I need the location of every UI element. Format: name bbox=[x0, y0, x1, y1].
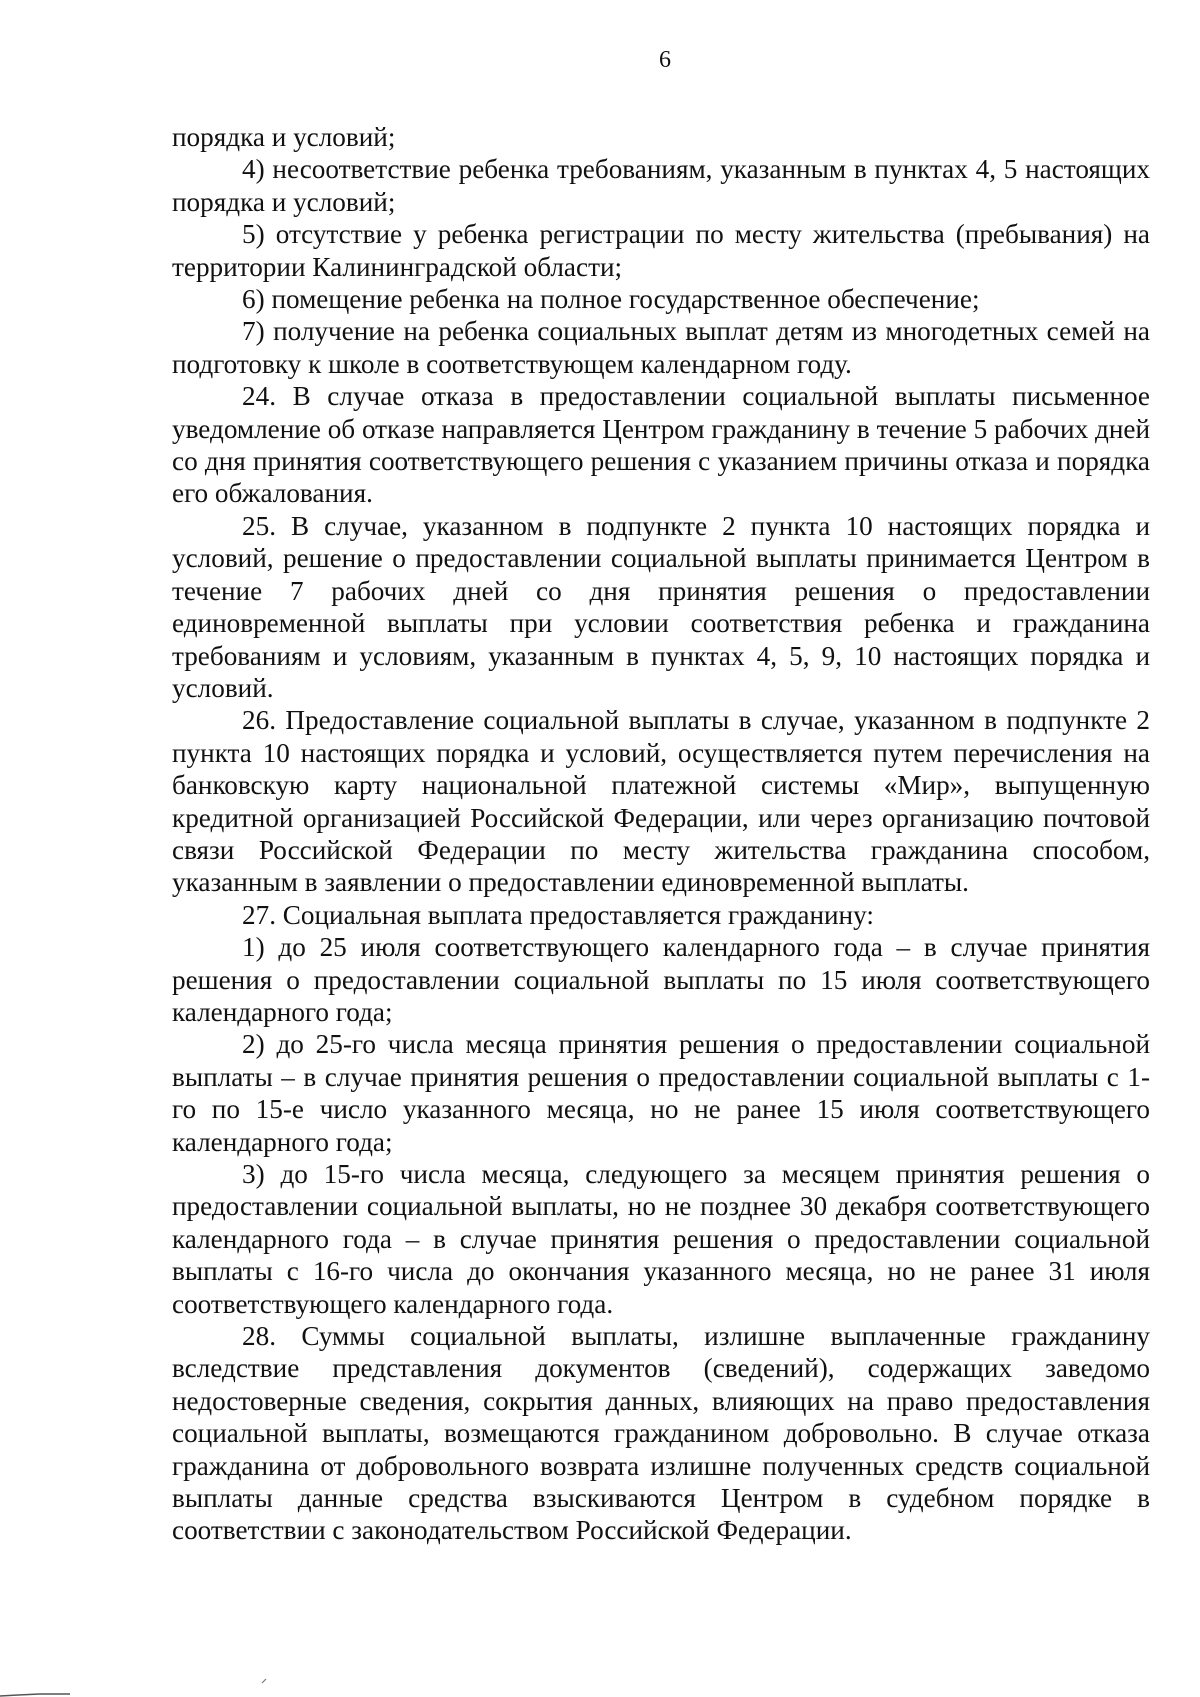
page-number: 6 bbox=[659, 47, 671, 73]
clause-26: 26. Предоставление социальной выплаты в случае, указанном в подпункте 2 пункта 10 настоящих порядка и условий, осуществляется путем перечисления на банковскую карту национальной платежной системы «Мир», выпущенную кредитной организацией Российской Федерации, или через организацию почтовой связи Российской Федерации по месту жительства гражданина способом, указанным в заявлении о предоставлении единовременной выплаты. bbox=[172, 705, 1150, 898]
list-item-7: 7) получение на ребенка социальных выплат детям из многодетных семей на подготовку к школе в соответствующем календарном году. bbox=[172, 316, 1150, 379]
clause-27: 27. Социальная выплата предоставляется гражданину: bbox=[242, 899, 874, 930]
clause-28: 28. Суммы социальной выплаты, излишне выплаченные гражданину вследствие представления документов (сведений), содержащих заведомо недостоверные сведения, сокрытия данных, влияющих на право предоставления социальной выплаты, возмещаются гражданином добровольно. В случае отказа гражданина от добровольного возврата излишне полученных средств социальной выплаты данные средства взыскиваются Центром в судебном порядке в соответствии с законодательством Российской Федерации. bbox=[172, 1321, 1150, 1546]
clause-25: 25. В случае, указанном в подпункте 2 пункта 10 настоящих порядка и условий, решение о предоставлении социальной выплаты принимается Центром в течение 7 рабочих дней со дня принятия решения о предоставлении единовременной выплаты при условии соответствия ребенка и гражданина требованиям и условиям, указанным в пунктах 4, 5, 9, 10 настоящих порядка и условий. bbox=[172, 510, 1150, 703]
clause-24: 24. В случае отказа в предоставлении социальной выплаты письменное уведомление об отказе направляется Центром гражданину в течение 5 рабочих дней со дня принятия соответствующего решения с указанием причины отказа и порядка его обжалования. bbox=[172, 381, 1150, 509]
scan-edge-mark bbox=[0, 1675, 300, 1697]
clause-27-item-3: 3) до 15-го числа месяца, следующего за месяцем принятия решения о предоставлении социальной выплаты, но не позднее 30 декабря соответствующего календарного года – в случае принятия решения о предоставлении социальной выплаты с 16-го числа до окончания указанного месяца, но не ранее 31 июля соответствующего календарного года. bbox=[172, 1159, 1150, 1319]
paragraph-continuation: порядка и условий; bbox=[172, 122, 396, 152]
list-item-6: 6) помещение ребенка на полное государственное обеспечение; bbox=[242, 284, 980, 315]
list-item-5: 5) отсутствие у ребенка регистрации по месту жительства (пребывания) на территории Калининградской области; bbox=[172, 219, 1150, 282]
clause-27-item-2: 2) до 25-го числа месяца принятия решения о предоставлении социальной выплаты – в случае принятия решения о предоставлении социальной выплаты с 1-го по 15-е число указанного месяца, но не ранее 15 июля соответствующего календарного года; bbox=[172, 1029, 1150, 1157]
document-body bbox=[172, 121, 1150, 1547]
list-item-4: 4) несоответствие ребенка требованиям, указанным в пунктах 4, 5 настоящих порядка и условий; bbox=[172, 154, 1150, 217]
clause-27-item-1: 1) до 25 июля соответствующего календарного года – в случае принятия решения о предоставлении социальной выплаты по 15 июля соответствующего календарного года; bbox=[172, 932, 1150, 1027]
